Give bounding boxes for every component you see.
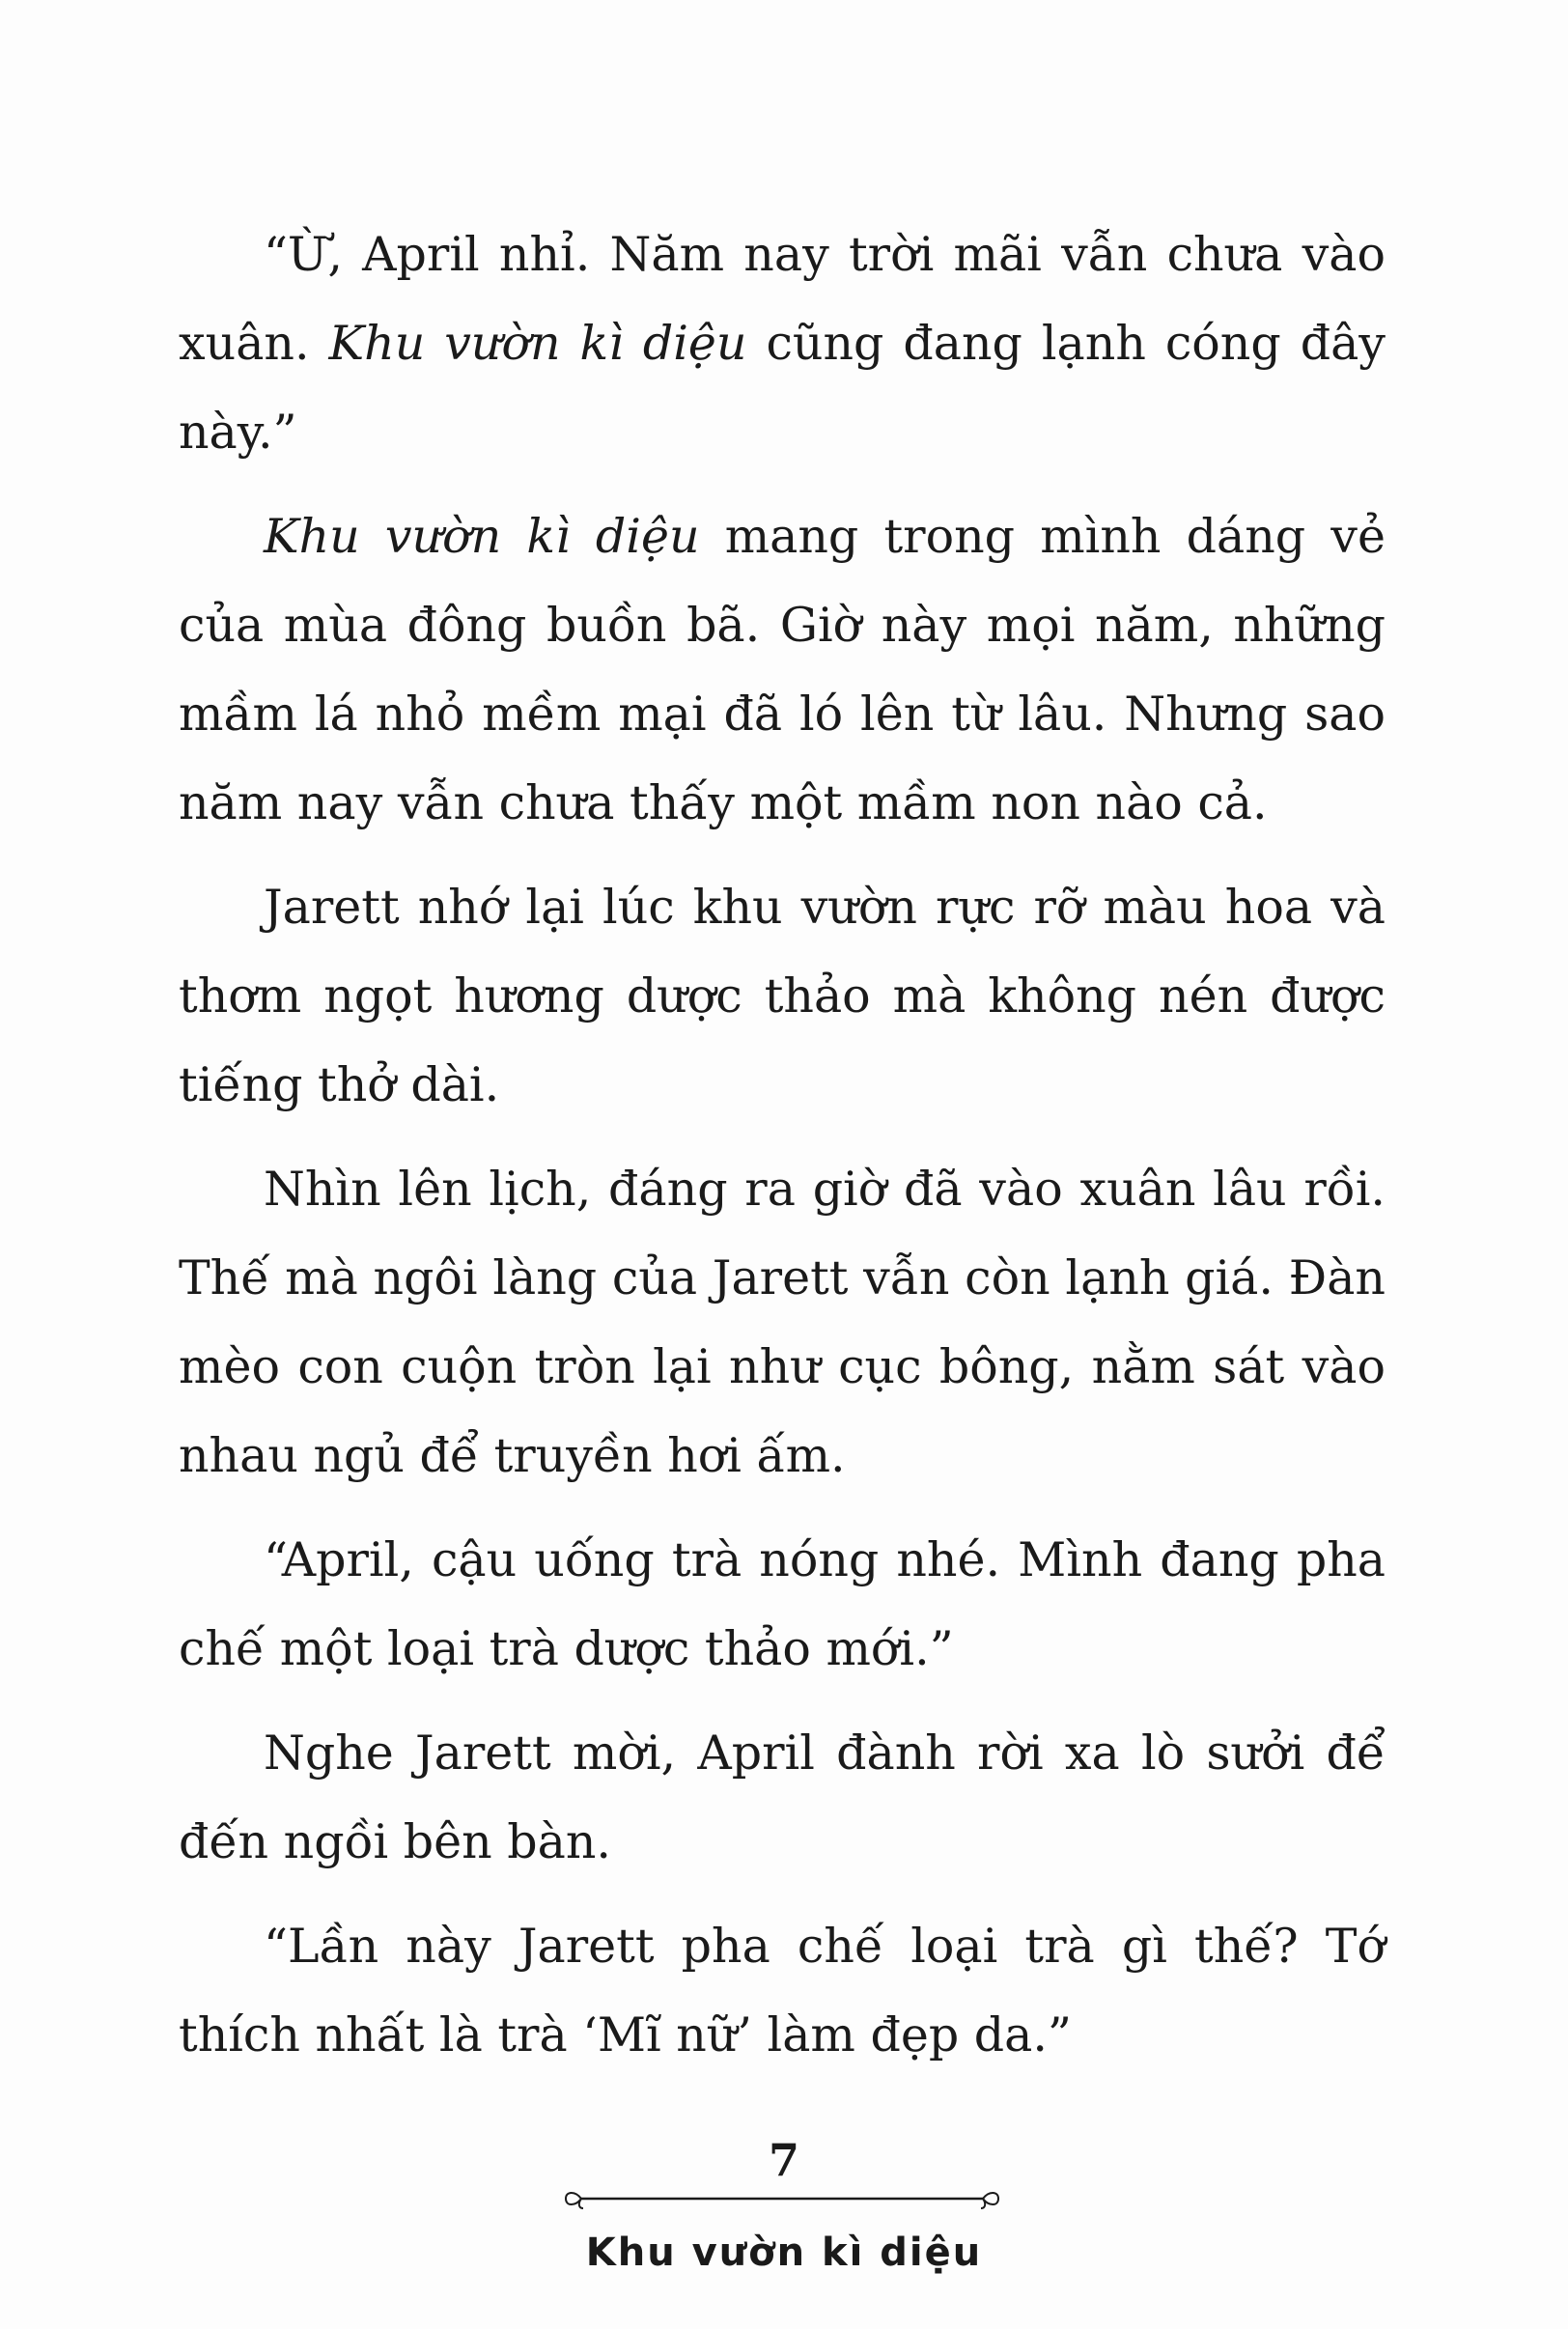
paragraph-text: Nhìn lên lịch, đáng ra giờ đã vào xuân lâu rồi. Thế mà ngôi làng của Jarett vẫn còn lạnh giá. Đàn mèo con cuộn tròn lại như cục bông, nằm sát vào nhau ngủ để truyền hơi ấm. bbox=[179, 1162, 1386, 1483]
running-footer-title: Khu vườn kì diệu bbox=[585, 2231, 983, 2275]
paragraph-text: “Ừ, April nhỉ. Năm nay trời mãi vẫn chưa vào xuân. bbox=[179, 227, 1386, 371]
paragraph-text: “April, cậu uống trà nóng nhé. Mình đang pha chế một loại trà dược thảo mới.” bbox=[179, 1532, 1386, 1676]
paragraph-text: mang trong mình dáng vẻ của mùa đông buồn bã. Giờ này mọi năm, những mầm lá nhỏ mềm mại đã ló lên từ lâu. Nhưng sao năm nay vẫn chưa thấy một mầm non nào cả. bbox=[179, 509, 1386, 830]
paragraph bbox=[179, 492, 1386, 848]
paragraph bbox=[179, 210, 1386, 477]
paragraph-text: Jarett nhớ lại lúc khu vườn rực rỡ màu hoa và thơm ngọt hương dược thảo mà không nén được tiếng thở dài. bbox=[179, 880, 1386, 1112]
paragraph-text: “Lần này Jarett pha chế loại trà gì thế? Tớ thích nhất là trà ‘Mĩ nữ’ làm đẹp da.” bbox=[179, 1919, 1386, 2062]
paragraph-text: Nghe Jarett mời, April đành rời xa lò sưởi để đến ngồi bên bàn. bbox=[179, 1726, 1386, 1869]
flourish-divider-icon bbox=[560, 2184, 1004, 2213]
paragraph bbox=[179, 1516, 1386, 1694]
paragraph bbox=[179, 863, 1386, 1130]
italic-title-text: Khu vườn kì diệu bbox=[328, 316, 747, 371]
paragraph bbox=[179, 1709, 1386, 1887]
paragraph bbox=[179, 1902, 1386, 2080]
paragraph bbox=[179, 1145, 1386, 1501]
page-number: 7 bbox=[768, 2134, 799, 2186]
body-text bbox=[179, 210, 1386, 2095]
paragraph-text: cũng đang lạnh cóng đây này.” bbox=[179, 316, 1386, 460]
italic-title-text: Khu vườn kì diệu bbox=[264, 509, 700, 564]
